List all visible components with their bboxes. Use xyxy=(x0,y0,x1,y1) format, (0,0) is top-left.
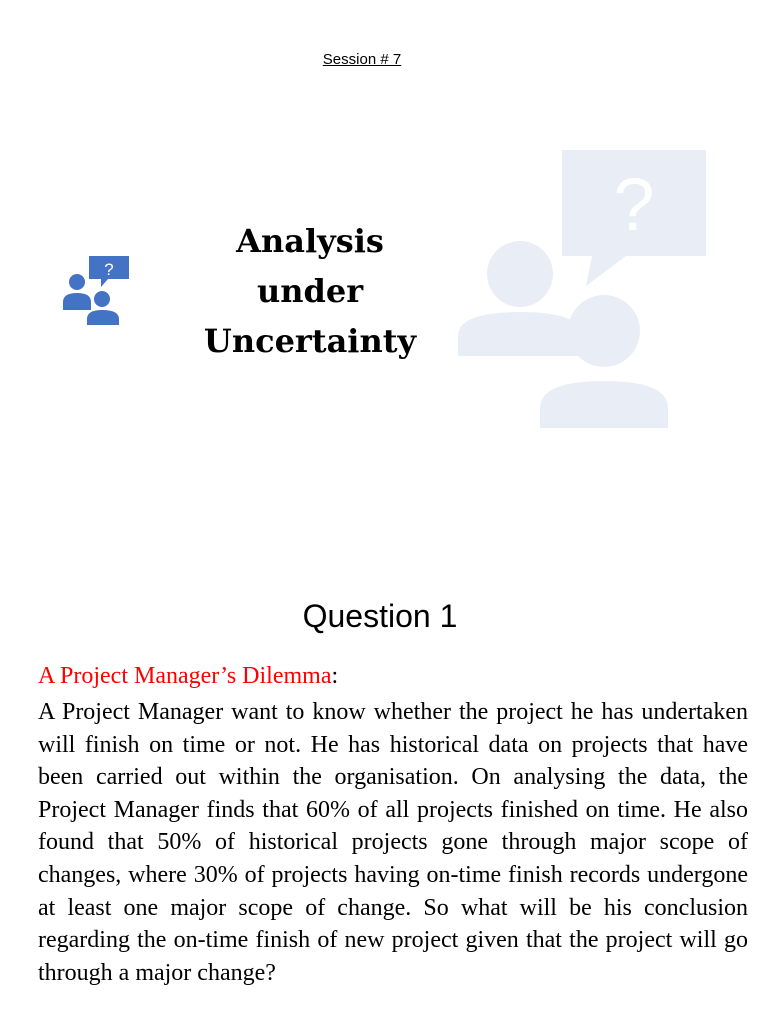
subtitle-text: A Project Manager’s Dilemma xyxy=(38,663,332,689)
title-line-3: Uncertainty xyxy=(203,322,417,360)
subtitle-colon: : xyxy=(331,663,339,689)
title-line-1: Analysis xyxy=(236,222,384,260)
people-question-icon xyxy=(456,146,712,432)
people-question-icon xyxy=(60,248,134,328)
question-mark: ? xyxy=(613,163,655,246)
page-title xyxy=(160,216,460,366)
session-label: Session # 7 xyxy=(322,51,402,68)
question-heading: Question 1 xyxy=(302,598,458,634)
question-mark: ? xyxy=(104,260,114,279)
title-line-2: under xyxy=(256,272,364,310)
question-subtitle xyxy=(38,660,338,692)
question-body: A Project Manager want to know whether the project he has undertaken will finish on time or not. He has historical data on projects that have been carried out within the organisation. On analysing the data, the Project Manager finds that 60% of all projects finished on time. He also found that 50% of historical projects gone through major scope of changes, where 30% of projects having on-time finish records undergone at least one major scope of change. So what will be his conclusion regarding the on-time finish of new project given that the project will go through a major change? xyxy=(38,699,748,986)
